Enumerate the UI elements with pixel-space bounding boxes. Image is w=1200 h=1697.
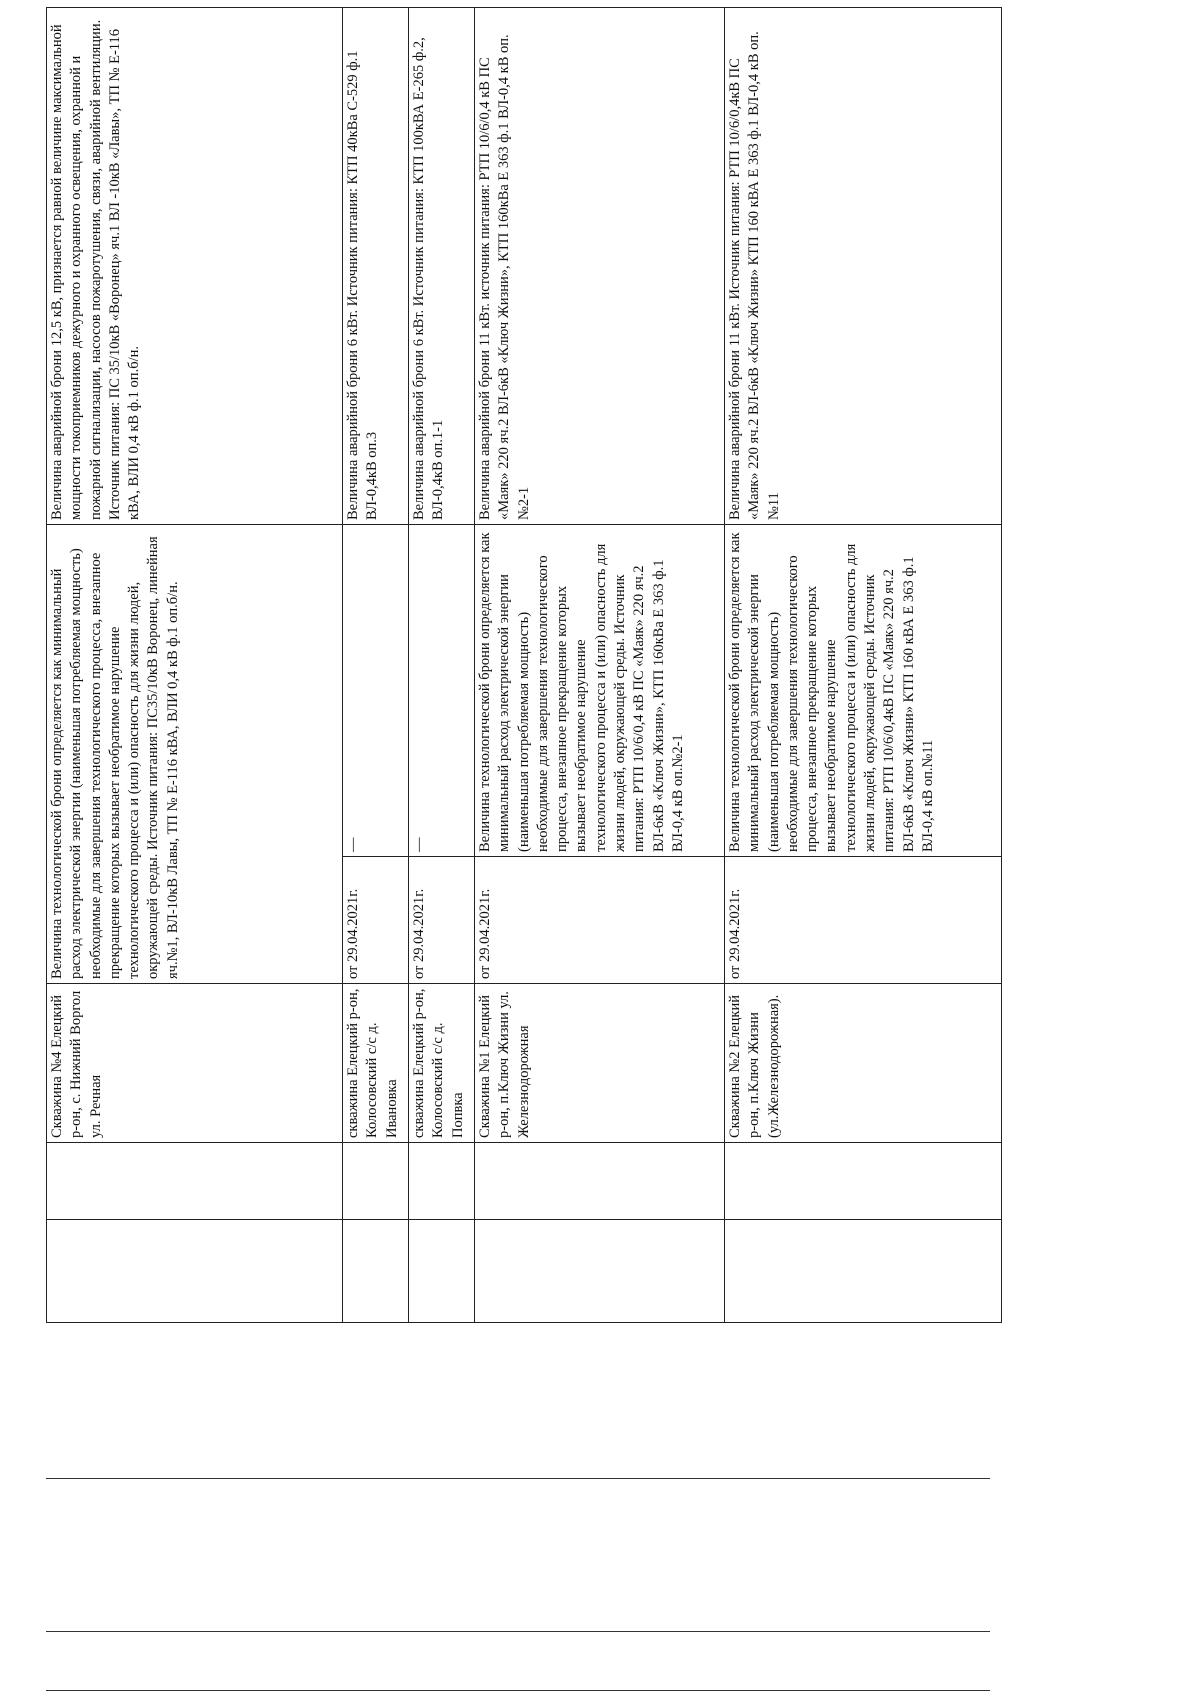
cell-date: от 29.04.2021г. xyxy=(725,856,1001,983)
cell-emergency-reserve: Величина аварийной брони 11 кВт. источник питания: РТП 10/6/0,4 кВ ПС «Маяк» 220 яч.2 ВЛ-6кВ «Ключ Жизни», КТП 160кВа Е 363 ф.1 ВЛ-0,4 кВ оп.№2-1 xyxy=(475,8,725,525)
cell-object: скважина Елецкий р-он, Колосовский с/с д. Ивановка xyxy=(343,984,409,1143)
cell-blank xyxy=(409,1143,475,1220)
cell-date-tech xyxy=(409,525,475,984)
table-row xyxy=(47,8,343,1323)
cell-blank xyxy=(47,1220,343,1323)
cell-blank xyxy=(343,1220,409,1323)
cell-blank xyxy=(409,1220,475,1323)
cell-tech-reserve: Величина технологической брони определяется как минимальный расход электрической энергии (наименьшая потребляемая мощность) необходимые для завершения технологического процесса, внезапное прекращение которых вызывает необратимое нарушение технологического процесса и (или) опасность для жизни людей, окружающей среды. Источник питания: РТП 10/6/0,4кВ ПС «Маяк» 220 яч.2 ВЛ-6кВ «Ключ Жизни» КТП 160 кВА Е 363 ф.1 ВЛ-0,4 кВ оп.№11 xyxy=(727,532,936,852)
table-row xyxy=(475,8,725,1323)
table-row xyxy=(409,8,475,1323)
cell-tech-reserve: — xyxy=(411,837,427,852)
cell-emergency-reserve: Величина аварийной брони 6 кВт. Источник питания: КТП 40кВа С-529 ф.1 ВЛ-0,4кВ оп.3 xyxy=(343,8,409,525)
cell-date: от 29.04.2021г. xyxy=(475,856,724,983)
cell-blank xyxy=(475,1143,725,1220)
cell-blank xyxy=(475,1220,725,1323)
cell-blank xyxy=(343,1143,409,1220)
horizontal-rule xyxy=(46,1478,990,1479)
cell-object: скважина Елецкий р-он, Колосовский с/с д. Попвка xyxy=(409,984,475,1143)
cell-date: от 29.04.2021г. xyxy=(343,856,408,983)
horizontal-rule xyxy=(46,1631,990,1632)
table-row xyxy=(343,8,409,1323)
cell-object: Скважина №2 Елецкий р-он, п.Ключ Жизни (ул.Железнодорожная). xyxy=(725,984,1002,1143)
cell-tech-reserve: — xyxy=(345,837,361,852)
power-reserve-table xyxy=(46,7,1002,1323)
cell-emergency-reserve: Величина аварийной брони 12,5 кВ, признается равной величине максимальной мощности токоприемников дежурного и охранного освещения, охранной и пожарной сигнализации, насосов пожаротушения, связи, аварийной вентиляции. Источник питания: ПС 35/10кВ «Воронец» яч.1 ВЛ -10кВ «Лавы», ТП № Е-116 кВА, ВЛИ 0,4 кВ ф.1 оп.б/н. xyxy=(47,8,343,525)
horizontal-rule xyxy=(46,1690,990,1691)
cell-emergency-reserve: Величина аварийной брони 6 кВт. Источник питания: КТП 100кВА Е-265 ф.2, ВЛ-0,4кВ оп.1-1 xyxy=(409,8,475,525)
cell-date-tech xyxy=(475,525,725,984)
cell-object: Скважина №1 Елецкий р-он, п.Ключ Жизни ул. Железнодорожная xyxy=(475,984,725,1143)
rotated-table-container xyxy=(46,19,1001,1323)
cell-date-tech xyxy=(725,525,1002,984)
table-row xyxy=(725,8,1002,1323)
cell-tech-reserve: Величина технологической брони определяется как минимальный расход электрической энергии (наименьшая потребляемая мощность) необходимые для завершения технологического процесса, внезапное прекращение которых вызывает необратимое нарушение технологического процесса и (или) опасность для жизни людей, окружающей среды. Источник питания: ПС35/10кВ Воронец, линейная яч.№1, ВЛ-10кВ Лавы, ТП № Е-116 кВА, ВЛИ 0,4 кВ ф.1 оп.б/н. xyxy=(47,525,343,984)
cell-blank xyxy=(47,1143,343,1220)
cell-date: от 29.04.2021г. xyxy=(409,856,474,983)
cell-emergency-reserve: Величина аварийной брони 11 кВт. Источник питания: РТП 10/6/0,4кВ ПС «Маяк» 220 яч.2 ВЛ-6кВ «Ключ Жизни» КТП 160 кВА Е 363 ф.1 ВЛ-0,4 кВ оп.№11 xyxy=(725,8,1002,525)
cell-date-tech xyxy=(343,525,409,984)
cell-object: Скважина №4 Елецкий р-он, с. Нижний Воргол ул. Речная xyxy=(47,984,343,1143)
cell-tech-reserve: Величина технологической брони определяется как минимальный расход электрической энергии (наименьшая потребляемая мощность) необходимые для завершения технологического процесса, внезапное прекращение которых вызывает необратимое нарушение технологического процесса и (или) опасность для жизни людей, окружающей среды. Источник питания: РТП 10/6/0,4 кВ ПС «Маяк» 220 яч.2 ВЛ-6кВ «Ключ Жизни», КТП 160кВа Е 363 ф.1 ВЛ-0,4 кВ оп.№2-1 xyxy=(477,532,686,852)
cell-blank xyxy=(725,1143,1002,1220)
cell-blank xyxy=(725,1220,1002,1323)
